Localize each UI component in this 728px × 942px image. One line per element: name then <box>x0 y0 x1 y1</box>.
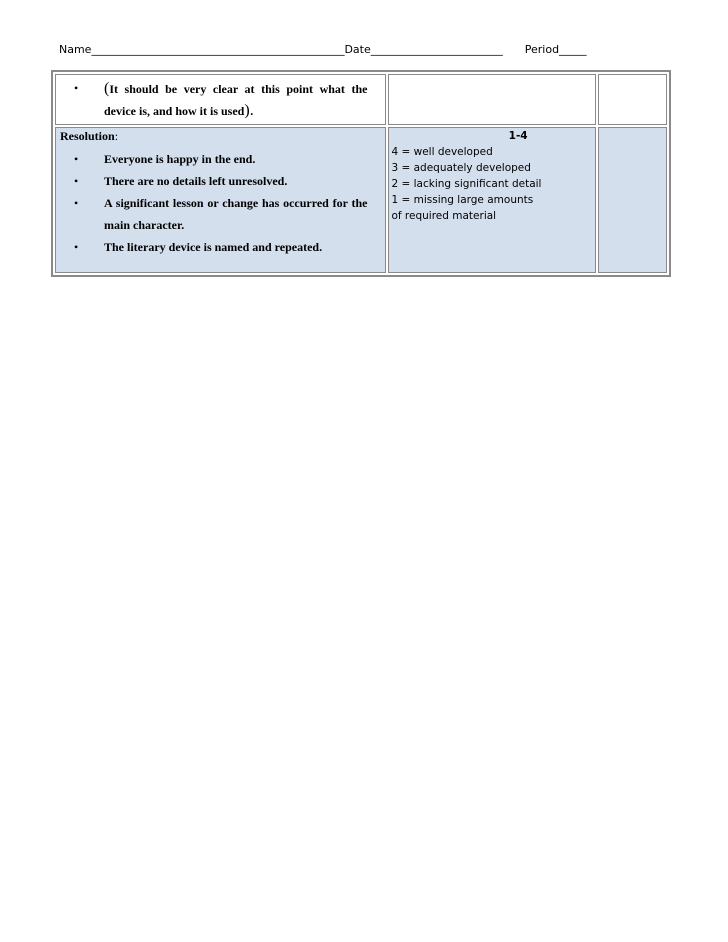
resolution-points-cell[interactable] <box>598 127 667 273</box>
bullet-icon: • <box>74 81 79 95</box>
list-item: • There are no details left unresolved. <box>104 170 385 192</box>
list-item: • Everyone is happy in the end. <box>104 148 385 170</box>
bullet-icon: • <box>74 174 79 188</box>
resolution-description-cell <box>55 127 386 273</box>
date-field-label[interactable]: Date________________________ <box>344 43 503 56</box>
rubric-row-device <box>55 74 667 125</box>
student-info-header <box>59 43 689 56</box>
score-scale-cell <box>388 127 595 273</box>
scale-item: of required material <box>391 210 497 222</box>
name-field-label[interactable]: Name______________________________________________ <box>59 43 345 56</box>
period-field-label[interactable]: Period_____ <box>524 43 587 56</box>
device-description-cell <box>55 74 386 125</box>
device-points-cell[interactable] <box>598 74 667 125</box>
scale-item: 2 = lacking significant detail <box>391 178 542 190</box>
scale-heading: 1-4 <box>508 130 528 142</box>
bullet-icon: • <box>74 152 79 166</box>
scale-item: 4 = well developed <box>391 146 493 158</box>
list-item: • (It should be very clear at this point what the device is, and how it is used). <box>74 80 368 119</box>
list-item: • The literary device is named and repeated. <box>104 236 385 258</box>
rubric-table <box>51 70 671 277</box>
device-score-cell[interactable] <box>388 74 595 125</box>
rubric-row-resolution <box>55 127 667 273</box>
resolution-title: Resolution: <box>60 129 119 143</box>
scale-item: 3 = adequately developed <box>391 162 531 174</box>
scale-item: 1 = missing large amounts <box>391 194 534 206</box>
bullet-icon: • <box>74 240 79 254</box>
list-item: • A significant lesson or change has occurred for the main character. <box>104 192 385 236</box>
bullet-icon: • <box>74 196 79 210</box>
